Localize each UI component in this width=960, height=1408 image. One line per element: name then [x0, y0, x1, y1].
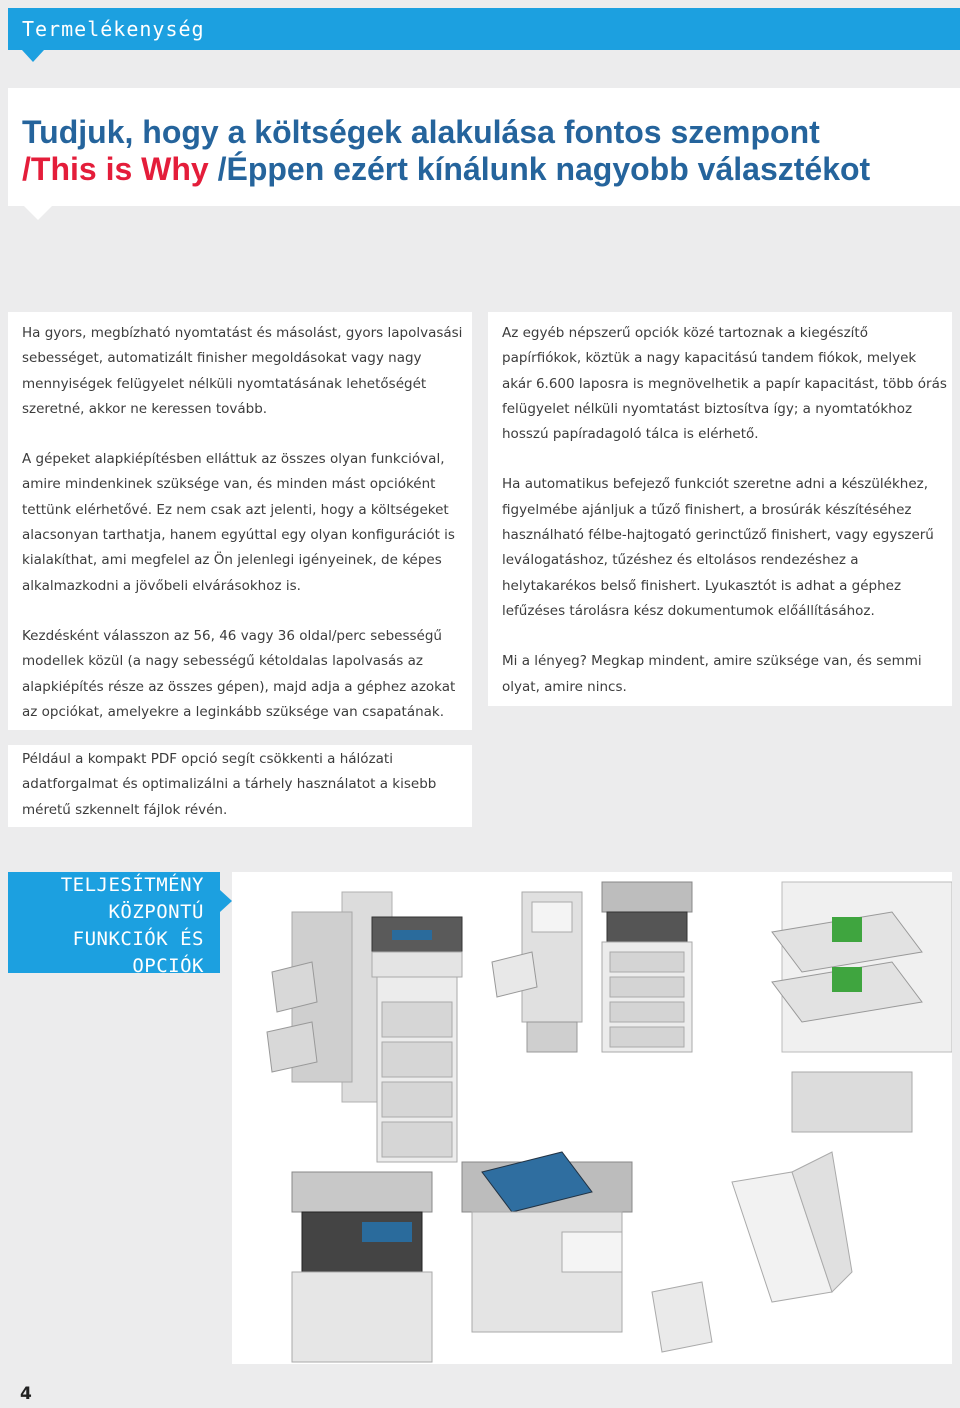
right-paragraph-2: Ha automatikus befejező funkciót szeretne adni a készülékhez, figyelmébe ajánljuk a tűző finishert, a brosúrák készítéséhez használható félbe-hajtogató gerinctűző finishert, vagy egyszerű leválogatáshoz, tűzéshez és eltolásos rendezéshez a helytakarékos belső finishert. Lyukasztót is adhat a géphez lefűzéses tárolásra kész dokumentumok előállításához. [502, 476, 934, 619]
features-callout [8, 872, 220, 977]
callout-line-3: FUNKCIÓK ÉS [72, 928, 204, 950]
title-box-pointer [24, 206, 52, 220]
title-line-2-text: /Éppen ezért kínálunk nagyobb választékot [208, 151, 871, 187]
section-label: Termelékenység [22, 17, 205, 41]
right-paragraph-1: Az egyéb népszerű opciók közé tartoznak a kiegészítő papírfiókok, köztük a nagy kapacitású tandem fiókok, melyek akár 6.600 laposra is megnövelhetik a papír kapacitást, több órás felügyelet nélküli nyomtatást biztosítva így; a nyomtatókhoz hosszú papíradagoló tálca is elérhető. [502, 325, 947, 443]
product-illustration [232, 872, 952, 1364]
bottom-paragraph: Például a kompakt PDF opció segít csökkenti a hálózati adatforgalmat és optimalizálni a tárhely használatot a kisebb méretű szkennelt fájlok révén. [22, 751, 437, 818]
section-header [0, 0, 960, 48]
paper-trays-image [772, 882, 952, 1132]
page-title-line-2 [22, 151, 870, 188]
product-images [232, 872, 952, 1364]
right-text-column [488, 312, 952, 706]
booklet-finisher-image [492, 892, 582, 1052]
left-paragraph-3: Kezdésként válasszon az 56, 46 vagy 36 oldal/perc sebességű modellek közül (a nagy sebességű kétoldalas lapolvasás az alapkiépítés része az összes gépen), majd adja a géphez azokat az opciókat, amelyekre a leginkább szüksége van csapatának. [22, 627, 456, 720]
long-paper-tray-image [652, 1152, 852, 1352]
page-number: 4 [20, 1384, 32, 1404]
title-red-highlight: /This is Why [22, 151, 209, 187]
callout-pointer [220, 890, 232, 912]
section-bar-pointer [22, 50, 44, 62]
printer-with-finisher-image [267, 892, 462, 1162]
printer-middle-image [602, 882, 692, 1052]
callout-line-2: KÖZPONTÚ [108, 901, 204, 923]
page-title-line-1: Tudjuk, hogy a költségek alakulása fontos szempont [22, 114, 820, 150]
callout-line-4: OPCIÓK [132, 955, 204, 977]
printer-bottom-image [292, 1152, 632, 1362]
left-text-column [8, 312, 472, 730]
callout-line-1: TELJESÍTMÉNY [60, 874, 204, 896]
bottom-text-box [8, 745, 472, 827]
left-paragraph-1: Ha gyors, megbízható nyomtatást és másolást, gyors lapolvasási sebességet, automatizált finisher megoldásokat vagy nagy mennyiségek felügyelet nélküli nyomtatásának lehetőségét szeretné, akkor ne keressen tovább. [22, 325, 463, 417]
callout-text [61, 872, 204, 980]
left-paragraph-2: A gépeket alapkiépítésben elláttuk az összes olyan funkcióval, amire mindenkinek szüksége van, és minden mást opcióként tettünk elérhetővé. Ez nem csak azt jelenti, hogy a költségeket alacsonyan tarthatja, hanem egyúttal egy olyan konfigurációt is kialakíthat, ami megfelel az Ön jelenlegi igényeinek, de képes alkalmazkodni a jövőbeli elvárásokhoz is. [22, 451, 455, 594]
right-paragraph-3: Mi a lényeg? Megkap mindent, amire szüksége van, és semmi olyat, amire nincs. [502, 653, 922, 695]
